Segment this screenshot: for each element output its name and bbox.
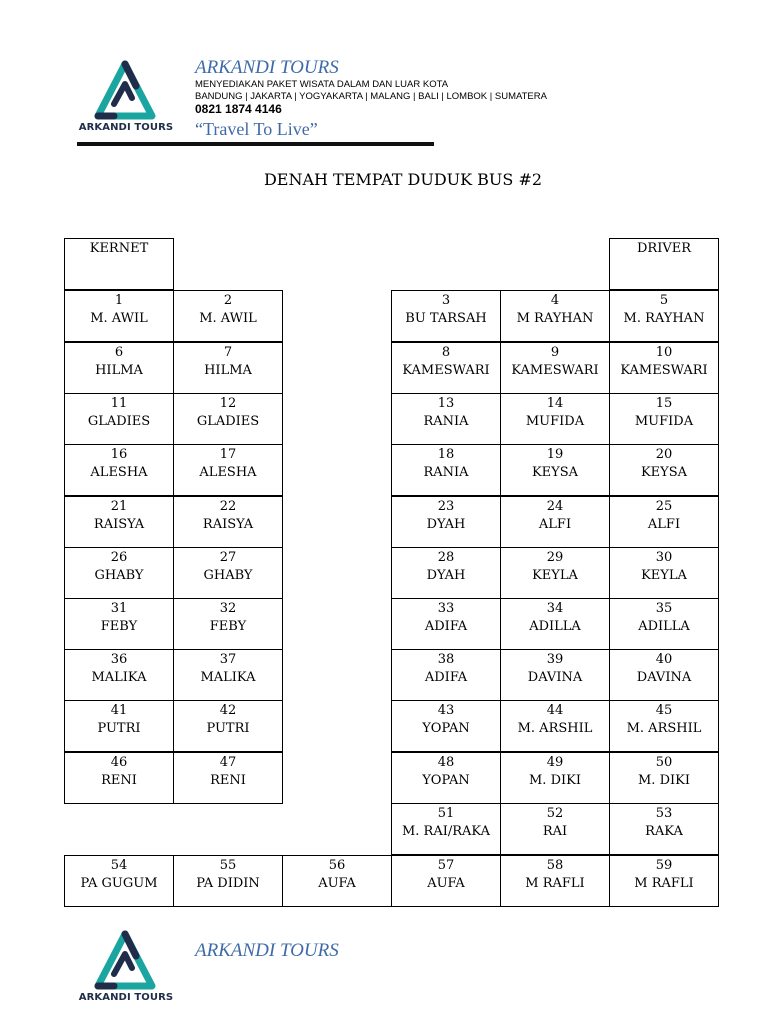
logo-text: ARKANDI TOURS (78, 992, 174, 1003)
passenger-name: MUFIDA (525, 414, 585, 429)
passenger-name: RAI (542, 824, 568, 839)
seat-number: 25 (655, 499, 673, 514)
passenger-name: ALESHA (90, 465, 148, 480)
seat-25 (609, 496, 719, 548)
passenger-name: ADILLA (529, 619, 581, 634)
seat-number: 26 (110, 550, 128, 565)
passenger-name: KAMESWARI (402, 363, 490, 378)
passenger-name: M. RAI/RAKA (401, 824, 491, 839)
passenger-name: KEYSA (640, 465, 688, 480)
seat-37 (173, 649, 283, 701)
passenger-name: DYAH (426, 517, 466, 532)
seat-label: KERNET (89, 241, 149, 256)
passenger-name: M. ARSHIL (517, 721, 593, 736)
seat-number: 42 (219, 703, 237, 718)
phone-number: 0821 1874 4146 (195, 102, 282, 116)
passenger-name: GHABY (94, 568, 144, 583)
passenger-name: PUTRI (97, 721, 141, 736)
passenger-name: M RAFLI (634, 876, 694, 891)
passenger-name: M. DIKI (529, 773, 581, 788)
passenger-name: RAISYA (202, 517, 254, 532)
passenger-name: GLADIES (87, 414, 151, 429)
passenger-name: HILMA (204, 363, 252, 378)
seat-40 (609, 649, 719, 701)
seat-55 (173, 855, 283, 907)
passenger-name: M. DIKI (638, 773, 690, 788)
seat-number: 8 (441, 345, 451, 360)
passenger-name: M. RAYHAN (623, 311, 705, 326)
seat-6 (64, 342, 174, 394)
seat-number: 43 (437, 703, 455, 718)
passenger-name: M RAFLI (525, 876, 585, 891)
seat-number: 32 (219, 601, 237, 616)
seat-38 (391, 649, 501, 701)
seat-number: 22 (219, 499, 237, 514)
seat-47 (173, 752, 283, 804)
seat-18 (391, 444, 501, 496)
seat-49 (500, 752, 610, 804)
passenger-name: RENI (101, 773, 137, 788)
seat-number: 39 (546, 652, 564, 667)
header-divider (77, 142, 434, 146)
seat-44 (500, 700, 610, 752)
seat-7 (173, 342, 283, 394)
seat-number: 58 (546, 858, 564, 873)
seat-30 (609, 547, 719, 599)
passenger-name: KEYSA (531, 465, 579, 480)
seat-number: 52 (546, 806, 564, 821)
tagline-services: MENYEDIAKAN PAKET WISATA DALAM DAN LUAR KOTA (195, 79, 449, 90)
passenger-name: AUFA (427, 876, 465, 891)
seat-29 (500, 547, 610, 599)
seat-number: 34 (546, 601, 564, 616)
passenger-name: FEBY (100, 619, 138, 634)
passenger-name: ALESHA (199, 465, 257, 480)
passenger-name: RANIA (423, 465, 469, 480)
passenger-name: M. ARSHIL (626, 721, 702, 736)
seat-3 (391, 290, 501, 342)
seat-number: 57 (437, 858, 455, 873)
seat-59 (609, 855, 719, 907)
seat-number: 24 (546, 499, 564, 514)
passenger-name: MUFIDA (634, 414, 694, 429)
passenger-name: GHABY (203, 568, 253, 583)
seat-number: 2 (223, 293, 233, 308)
seat-number: 51 (437, 806, 455, 821)
seat-24 (500, 496, 610, 548)
seat-22 (173, 496, 283, 548)
seat-number: 20 (655, 447, 673, 462)
seat-5 (609, 290, 719, 342)
seat-12 (173, 393, 283, 445)
passenger-name: KEYLA (532, 568, 578, 583)
seat-9 (500, 342, 610, 394)
seat-number: 23 (437, 499, 455, 514)
seat-36 (64, 649, 174, 701)
passenger-name: RAISYA (93, 517, 145, 532)
seat-number: 49 (546, 755, 564, 770)
seat-14 (500, 393, 610, 445)
seat-number: 9 (550, 345, 560, 360)
passenger-name: M. AWIL (199, 311, 257, 326)
arkandi-triangle-icon (92, 930, 158, 994)
driver-seat (609, 238, 719, 290)
seat-11 (64, 393, 174, 445)
seat-27 (173, 547, 283, 599)
seat-number: 29 (546, 550, 564, 565)
seat-number: 59 (655, 858, 673, 873)
passenger-name: KAMESWARI (511, 363, 599, 378)
passenger-name: FEBY (209, 619, 247, 634)
passenger-name: PA DIDIN (196, 876, 260, 891)
seat-33 (391, 598, 501, 650)
seat-number: 40 (655, 652, 673, 667)
seat-10 (609, 342, 719, 394)
seat-number: 41 (110, 703, 128, 718)
seat-45 (609, 700, 719, 752)
seat-42 (173, 700, 283, 752)
passenger-name: DAVINA (636, 670, 692, 685)
brand-name: ARKANDI TOURS (195, 57, 339, 78)
passenger-name: AUFA (318, 876, 356, 891)
passenger-name: ADILLA (638, 619, 690, 634)
footer-logo (76, 930, 176, 1026)
seat-number: 11 (110, 396, 128, 411)
seat-number: 50 (655, 755, 673, 770)
seat-number: 31 (110, 601, 128, 616)
seat-number: 38 (437, 652, 455, 667)
logo-text: ARKANDI TOURS (78, 122, 174, 133)
seat-number: 10 (655, 345, 673, 360)
passenger-name: YOPAN (422, 773, 470, 788)
passenger-name: RAKA (645, 824, 683, 839)
seat-16 (64, 444, 174, 496)
seat-number: 6 (114, 345, 124, 360)
seat-number: 4 (550, 293, 560, 308)
passenger-name: KAMESWARI (620, 363, 708, 378)
tagline-cities: BANDUNG | JAKARTA | YOGYAKARTA | MALANG | BALI | LOMBOK | SUMATERA (195, 91, 547, 102)
seat-number: 5 (659, 293, 669, 308)
passenger-name: PUTRI (206, 721, 250, 736)
seat-46 (64, 752, 174, 804)
passenger-name: ALFI (538, 517, 572, 532)
seat-number: 37 (219, 652, 237, 667)
passenger-name: RENI (210, 773, 246, 788)
seat-35 (609, 598, 719, 650)
seat-57 (391, 855, 501, 907)
seat-43 (391, 700, 501, 752)
seat-13 (391, 393, 501, 445)
seat-34 (500, 598, 610, 650)
seat-1 (64, 290, 174, 342)
seat-number: 7 (223, 345, 233, 360)
passenger-name: M RAYHAN (516, 311, 594, 326)
seat-4 (500, 290, 610, 342)
seat-number: 35 (655, 601, 673, 616)
passenger-name: YOPAN (422, 721, 470, 736)
passenger-name: MALIKA (91, 670, 147, 685)
seat-51 (391, 803, 501, 855)
seat-number: 3 (441, 293, 451, 308)
seat-number: 1 (114, 293, 124, 308)
seat-number: 53 (655, 806, 673, 821)
seat-number: 47 (219, 755, 237, 770)
footer-brand-name: ARKANDI TOURS (195, 940, 339, 961)
seat-56 (282, 855, 392, 907)
seat-19 (500, 444, 610, 496)
seat-number: 36 (110, 652, 128, 667)
seat-number: 21 (110, 499, 128, 514)
passenger-name: DYAH (426, 568, 466, 583)
seat-31 (64, 598, 174, 650)
seat-number: 33 (437, 601, 455, 616)
seat-number: 56 (328, 858, 346, 873)
passenger-name: KEYLA (641, 568, 687, 583)
seat-58 (500, 855, 610, 907)
seat-32 (173, 598, 283, 650)
seat-number: 45 (655, 703, 673, 718)
seat-number: 28 (437, 550, 455, 565)
seat-number: 54 (110, 858, 128, 873)
page-title: DENAH TEMPAT DUDUK BUS #2 (263, 170, 543, 189)
passenger-name: HILMA (95, 363, 143, 378)
seat-21 (64, 496, 174, 548)
seat-number: 13 (437, 396, 455, 411)
seat-8 (391, 342, 501, 394)
passenger-name: PA GUGUM (80, 876, 158, 891)
seat-number: 14 (546, 396, 564, 411)
seat-number: 27 (219, 550, 237, 565)
seat-50 (609, 752, 719, 804)
seat-28 (391, 547, 501, 599)
seat-number: 48 (437, 755, 455, 770)
seat-number: 12 (219, 396, 237, 411)
seat-number: 55 (219, 858, 237, 873)
seat-number: 30 (655, 550, 673, 565)
seat-number: 17 (219, 447, 237, 462)
seat-26 (64, 547, 174, 599)
seat-39 (500, 649, 610, 701)
kernet-seat (64, 238, 174, 290)
arkandi-triangle-icon (92, 60, 158, 124)
seat-53 (609, 803, 719, 855)
seat-number: 19 (546, 447, 564, 462)
seat-23 (391, 496, 501, 548)
seat-number: 15 (655, 396, 673, 411)
passenger-name: M. AWIL (90, 311, 148, 326)
seat-15 (609, 393, 719, 445)
seat-41 (64, 700, 174, 752)
slogan: “Travel To Live” (195, 119, 318, 139)
seat-20 (609, 444, 719, 496)
passenger-name: GLADIES (196, 414, 260, 429)
seat-label: DRIVER (636, 241, 691, 256)
seat-number: 18 (437, 447, 455, 462)
passenger-name: MALIKA (200, 670, 256, 685)
seat-54 (64, 855, 174, 907)
passenger-name: BU TARSAH (405, 311, 487, 326)
seat-2 (173, 290, 283, 342)
passenger-name: ALFI (647, 517, 681, 532)
seat-number: 44 (546, 703, 564, 718)
seat-number: 16 (110, 447, 128, 462)
seat-52 (500, 803, 610, 855)
passenger-name: RANIA (423, 414, 469, 429)
passenger-name: ADIFA (424, 670, 468, 685)
passenger-name: ADIFA (424, 619, 468, 634)
seat-48 (391, 752, 501, 804)
seat-number: 46 (110, 755, 128, 770)
passenger-name: DAVINA (527, 670, 583, 685)
seat-17 (173, 444, 283, 496)
